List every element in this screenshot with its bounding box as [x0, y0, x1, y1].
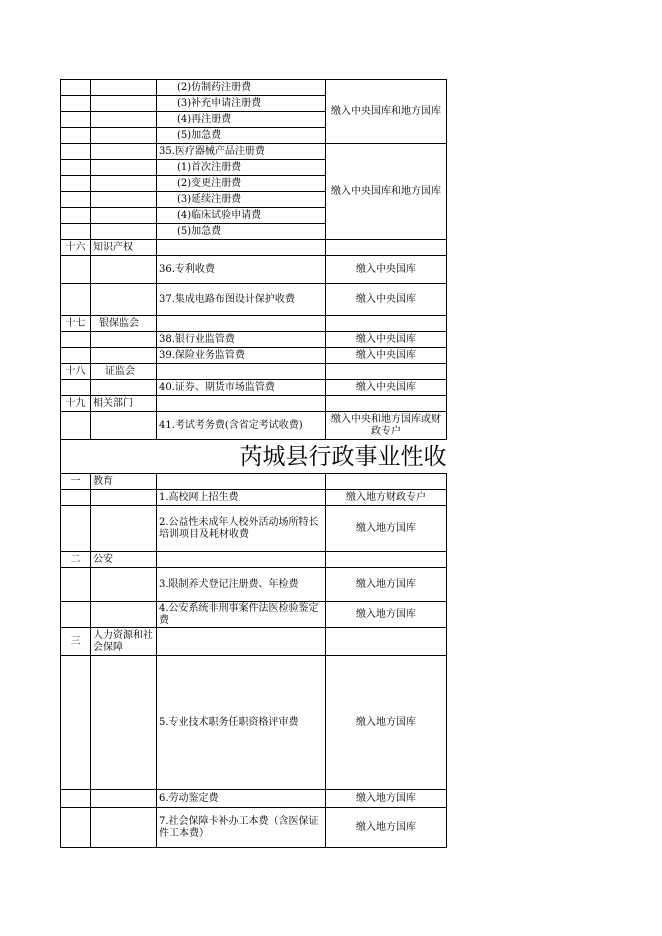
table-row — [61, 808, 447, 848]
dept-cell: 银保监会 — [91, 316, 157, 332]
dest-cell: 缴入中央和地方国库或财政专户 — [326, 412, 447, 440]
dept-cell: 教育 — [91, 474, 157, 490]
seq-cell — [61, 160, 91, 176]
seq-cell: 十七 — [61, 316, 91, 332]
seq-cell: 十六 — [61, 240, 91, 256]
dept-cell — [91, 602, 157, 628]
seq-cell — [61, 790, 91, 808]
dept-cell — [91, 160, 157, 176]
dept-cell — [91, 790, 157, 808]
dest-cell: 缴入中央国库 — [326, 284, 447, 316]
table-row — [61, 80, 447, 96]
seq-cell — [61, 176, 91, 192]
table-row — [61, 144, 447, 160]
table-row — [61, 332, 447, 348]
item-cell: 1.高校网上招生费 — [157, 490, 326, 506]
item-cell: (4)临床试验申请费 — [157, 208, 326, 224]
item-cell — [157, 316, 326, 332]
dept-cell — [91, 208, 157, 224]
table-row — [61, 656, 447, 790]
dept-cell — [91, 412, 157, 440]
item-cell — [157, 628, 326, 656]
seq-cell — [61, 128, 91, 144]
seq-cell — [61, 808, 91, 848]
seq-cell — [61, 284, 91, 316]
table-row — [61, 284, 447, 316]
item-cell: 5.专业技术职务任职资格评审费 — [157, 656, 326, 790]
dest-cell: 缴入中央国库 — [326, 332, 447, 348]
section-row — [61, 316, 447, 332]
dept-cell: 证监会 — [91, 364, 157, 380]
item-cell — [157, 364, 326, 380]
item-cell: (2)变更注册费 — [157, 176, 326, 192]
dest-cell: 缴入中央国库 — [326, 348, 447, 364]
table-row — [61, 256, 447, 284]
dept-cell — [91, 224, 157, 240]
dept-cell — [91, 256, 157, 284]
seq-cell — [61, 112, 91, 128]
seq-cell: 三 — [61, 628, 91, 656]
seq-cell — [61, 144, 91, 160]
item-cell — [157, 474, 326, 490]
dept-cell — [91, 144, 157, 160]
dest-cell: 缴入地方国库 — [326, 790, 447, 808]
dest-cell: 缴入中央国库和地方国库 — [326, 80, 447, 144]
section-row — [61, 628, 447, 656]
item-cell — [157, 396, 326, 412]
dest-cell — [326, 316, 447, 332]
item-cell: 40.证券、期货市场监管费 — [157, 380, 326, 396]
item-cell: (5)加急费 — [157, 224, 326, 240]
item-cell: 6.劳动鉴定费 — [157, 790, 326, 808]
item-cell: (5)加急费 — [157, 128, 326, 144]
dept-cell — [91, 348, 157, 364]
dept-cell: 知识产权 — [91, 240, 157, 256]
item-cell: 3.限制养犬登记注册费、年检费 — [157, 568, 326, 602]
dept-cell — [91, 80, 157, 96]
dest-cell — [326, 240, 447, 256]
seq-cell — [61, 256, 91, 284]
table-row — [61, 412, 447, 440]
dept-cell — [91, 380, 157, 396]
dest-cell — [326, 364, 447, 380]
table-row — [61, 490, 447, 506]
section-row — [61, 474, 447, 490]
dest-cell: 缴入地方国库 — [326, 506, 447, 552]
item-cell: 35.医疗器械产品注册费 — [157, 144, 326, 160]
dept-cell — [91, 332, 157, 348]
seq-cell: 十八 — [61, 364, 91, 380]
dest-cell: 缴入地方国库 — [326, 602, 447, 628]
dest-cell — [326, 628, 447, 656]
seq-cell — [61, 380, 91, 396]
seq-cell — [61, 348, 91, 364]
seq-cell — [61, 192, 91, 208]
seq-cell — [61, 224, 91, 240]
dest-cell: 缴入中央国库 — [326, 256, 447, 284]
section-row — [61, 240, 447, 256]
item-cell: (3)补充申请注册费 — [157, 96, 326, 112]
seq-cell: 十九 — [61, 396, 91, 412]
dest-cell — [326, 474, 447, 490]
seq-cell — [61, 602, 91, 628]
table-row — [61, 380, 447, 396]
seq-cell — [61, 506, 91, 552]
seq-cell — [61, 568, 91, 602]
section-row — [61, 552, 447, 568]
item-cell: 36.专利收费 — [157, 256, 326, 284]
dept-cell — [91, 656, 157, 790]
seq-cell — [61, 80, 91, 96]
seq-cell — [61, 332, 91, 348]
item-cell: (3)延续注册费 — [157, 192, 326, 208]
seq-cell — [61, 412, 91, 440]
item-cell: 38.银行业监管费 — [157, 332, 326, 348]
dept-cell: 相关部门 — [91, 396, 157, 412]
dept-cell — [91, 808, 157, 848]
item-cell — [157, 240, 326, 256]
title-row — [61, 440, 447, 474]
table-row — [61, 348, 447, 364]
dept-cell — [91, 506, 157, 552]
seq-cell — [61, 96, 91, 112]
title-left-cell — [61, 440, 91, 474]
dept-cell — [91, 112, 157, 128]
dest-cell: 缴入中央国库和地方国库 — [326, 144, 447, 240]
dept-cell — [91, 568, 157, 602]
item-cell: (1)首次注册费 — [157, 160, 326, 176]
item-cell: (4)再注册费 — [157, 112, 326, 128]
dept-cell — [91, 128, 157, 144]
item-cell: 7.社会保障卡补办工本费（含医保证件工本费） — [157, 808, 326, 848]
seq-cell: 二 — [61, 552, 91, 568]
dest-cell — [326, 552, 447, 568]
item-cell: (2)仿制药注册费 — [157, 80, 326, 96]
table-row — [61, 602, 447, 628]
dest-cell: 缴入地方国库 — [326, 808, 447, 848]
dept-cell: 人力资源和社会保障 — [91, 628, 157, 656]
dept-cell: 公安 — [91, 552, 157, 568]
dest-cell: 缴入地方国库 — [326, 568, 447, 602]
section-row — [61, 364, 447, 380]
item-cell: 2.公益性未成年人校外活动场所特长培训项目及耗材收费 — [157, 506, 326, 552]
dest-cell: 缴入中央国库 — [326, 380, 447, 396]
seq-cell — [61, 208, 91, 224]
dest-cell — [326, 396, 447, 412]
item-cell — [157, 552, 326, 568]
table-row — [61, 568, 447, 602]
item-cell: 39.保险业务监管费 — [157, 348, 326, 364]
county-title: 芮城县行政事业性收 — [91, 440, 447, 474]
fee-table — [60, 79, 447, 848]
dept-cell — [91, 176, 157, 192]
table-row — [61, 790, 447, 808]
dest-cell: 缴入地方国库 — [326, 656, 447, 790]
item-cell: 37.集成电路布图设计保护收费 — [157, 284, 326, 316]
dept-cell — [91, 490, 157, 506]
seq-cell — [61, 490, 91, 506]
dept-cell — [91, 284, 157, 316]
dest-cell: 缴入地方财政专户 — [326, 490, 447, 506]
seq-cell — [61, 656, 91, 790]
seq-cell: 一 — [61, 474, 91, 490]
section-row — [61, 396, 447, 412]
table-row — [61, 506, 447, 552]
item-cell: 4.公安系统非刑事案件法医检验鉴定费 — [157, 602, 326, 628]
item-cell: 41.考试考务费(含省定考试收费) — [157, 412, 326, 440]
dept-cell — [91, 96, 157, 112]
dept-cell — [91, 192, 157, 208]
